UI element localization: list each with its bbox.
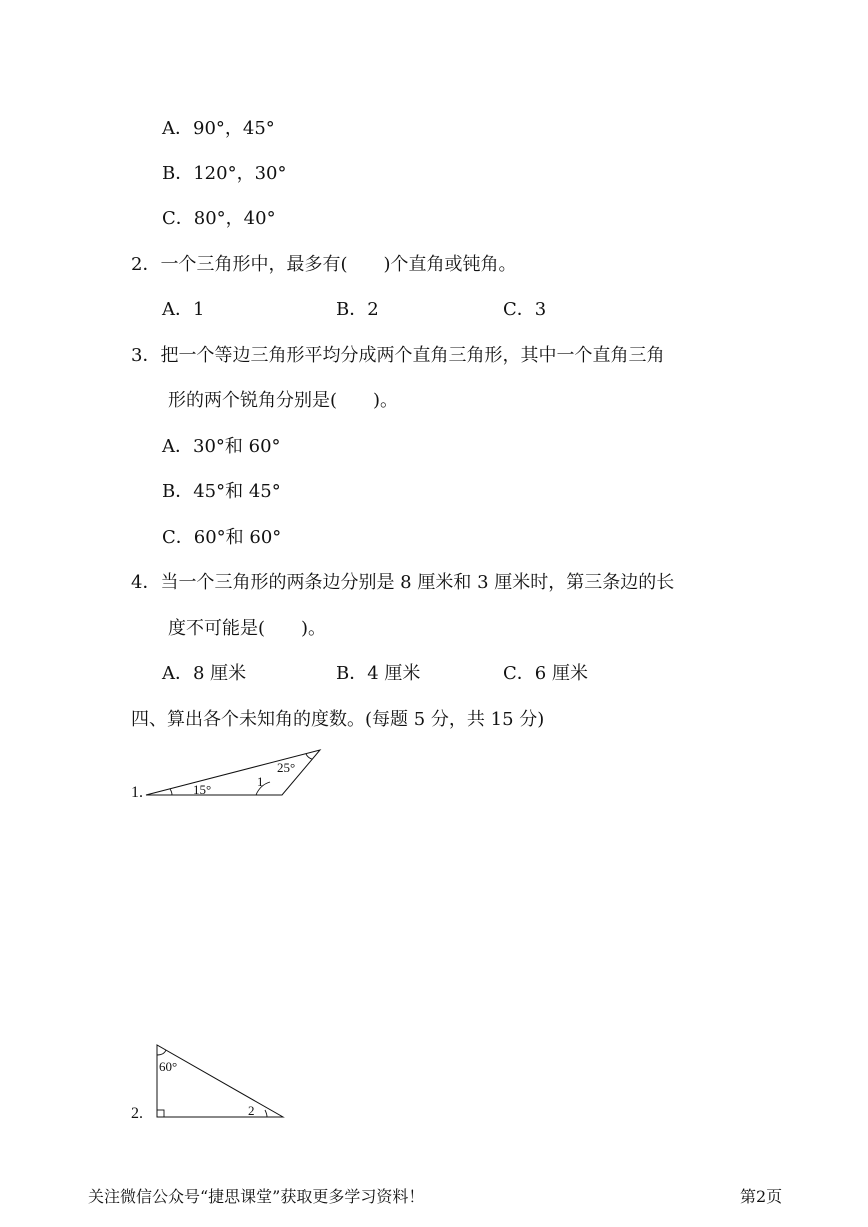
figure1-number: 1. (131, 784, 143, 801)
q3-option-b: B．45°和 45° (162, 481, 281, 502)
q4-stem-line2: 度不可能是( )。 (168, 618, 327, 639)
figure2-angle-arc-2 (265, 1110, 267, 1117)
figure1-angle-arc-left (170, 789, 172, 795)
figure2-right-angle-mark (157, 1110, 164, 1117)
figure2-angle-60: 60° (159, 1059, 178, 1074)
q1-option-c: C．80°，40° (162, 208, 276, 229)
figure2-angle-2: 2 (248, 1103, 255, 1118)
q3-option-c: C．60°和 60° (162, 527, 282, 548)
q1-option-b: B．120°，30° (162, 163, 287, 184)
figure1-angle-15: 15° (193, 782, 212, 797)
q3-stem-line1: 3．把一个等边三角形平均分成两个直角三角形，其中一个直角三角 (131, 345, 665, 366)
q4-option-c: C．6 厘米 (503, 663, 588, 684)
figure2-outline (157, 1045, 283, 1117)
q4-stem-line1: 4．当一个三角形的两条边分别是 8 厘米和 3 厘米时，第三条边的长 (131, 572, 675, 593)
q2-option-b: B．2 (336, 299, 379, 320)
q2-stem: 2．一个三角形中，最多有( )个直角或钝角。 (131, 254, 517, 275)
figure1-angle-arc-right (306, 754, 312, 759)
q3-option-a: A．30°和 60° (162, 436, 281, 457)
figure1-triangle (128, 745, 328, 803)
figure1-angle-1: 1 (257, 774, 264, 789)
section4-heading: 四、算出各个未知角的度数。(每题 5 分，共 15 分) (131, 709, 545, 730)
figure2-triangle (128, 1040, 290, 1124)
q3-stem-line2: 形的两个锐角分别是( )。 (168, 390, 399, 411)
figure2-angle-arc-top (157, 1050, 166, 1055)
q4-option-b: B．4 厘米 (336, 663, 421, 684)
q1-option-a: A．90°，45° (162, 118, 275, 139)
figure1-angle-25: 25° (277, 760, 296, 775)
footer-promo: 关注微信公众号“捷思课堂”获取更多学习资料！ (88, 1187, 425, 1206)
q4-option-a: A．8 厘米 (162, 663, 247, 684)
figure2-number: 2. (131, 1105, 143, 1122)
q2-option-c: C．3 (503, 299, 547, 320)
q2-option-a: A．1 (162, 299, 205, 320)
page-number: 第2页 (740, 1187, 783, 1206)
